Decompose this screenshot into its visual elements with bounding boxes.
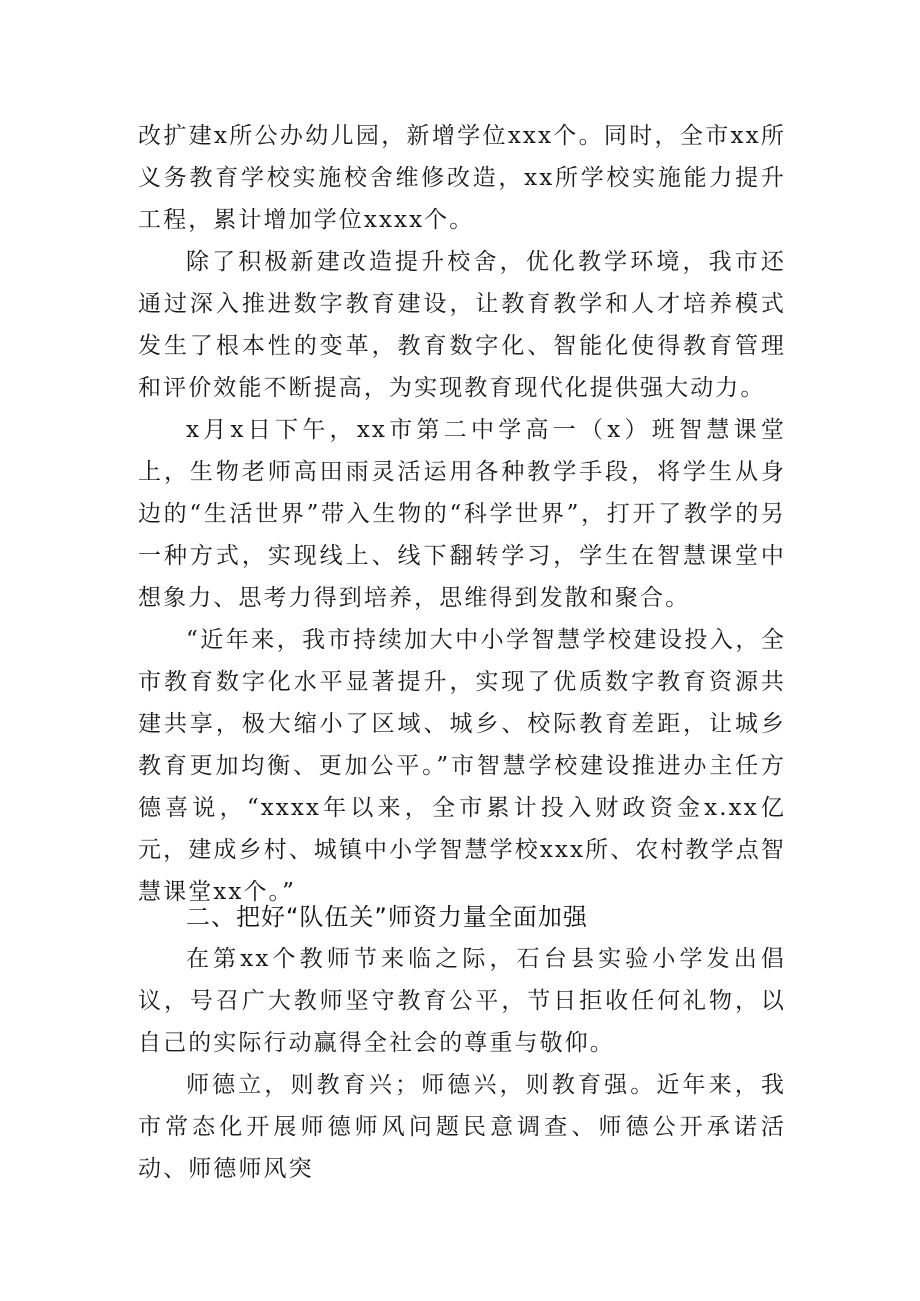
paragraph-digital-education: 除了积极新建改造提升校舍，优化教学环境，我市还通过深入推进数字教育建设，让教育教学和人才培养模式发生了根本性的变革，教育数字化、智能化使得教育管理和评价效能不断提高，为实现教育现代化提供强大动力。 — [138, 249, 786, 401]
paragraph-quote: “近年来，我市持续加大中小学智慧学校建设投入，全市教育数字化水平显著提升，实现了优质数字教育资源共建共享，极大缩小了区域、城乡、校际教育差距，让城乡教育更加均衡、更加公平。”市智慧学校建设推进办主任方德喜说，“xxxx年以来，全市累计投入财政资金x.xx亿元，建成乡村、城镇中小学智慧学校xxx所、农村教学点智慧课堂xx个。” — [138, 627, 786, 905]
paragraph-continued: 改扩建x所公办幼儿园，新增学位xxx个。同时，全市xx所义务教育学校实施校舍维修改造，xx所学校实施能力提升工程，累计增加学位xxxx个。 — [138, 123, 786, 233]
paragraph-teachers-day: 在第xx个教师节来临之际，石台县实验小学发出倡议，号召广大教师坚守教育公平，节日拒收任何礼物，以自己的实际行动赢得全社会的尊重与敬仰。 — [138, 946, 786, 1056]
paragraph-smart-classroom: x月x日下午，xx市第二中学高一（x）班智慧课堂上，生物老师高田雨灵活运用各种教学手段，将学生从身边的“生活世界”带入生物的“科学世界”，打开了教学的另一种方式，实现线上、线下翻转学习，学生在智慧课堂中想象力、思考力得到培养，思维得到发散和聚合。 — [138, 417, 786, 611]
paragraph-teacher-ethics: 师德立，则教育兴；师德兴，则教育强。近年来，我市常态化开展师德师风问题民意调查、师德公开承诺活动、师德师风突 — [138, 1072, 786, 1182]
body-text-upper — [138, 115, 786, 913]
body-text-lower — [138, 938, 786, 1190]
section-heading: 二、把好“队伍关”师资力量全面加强 — [186, 903, 588, 931]
